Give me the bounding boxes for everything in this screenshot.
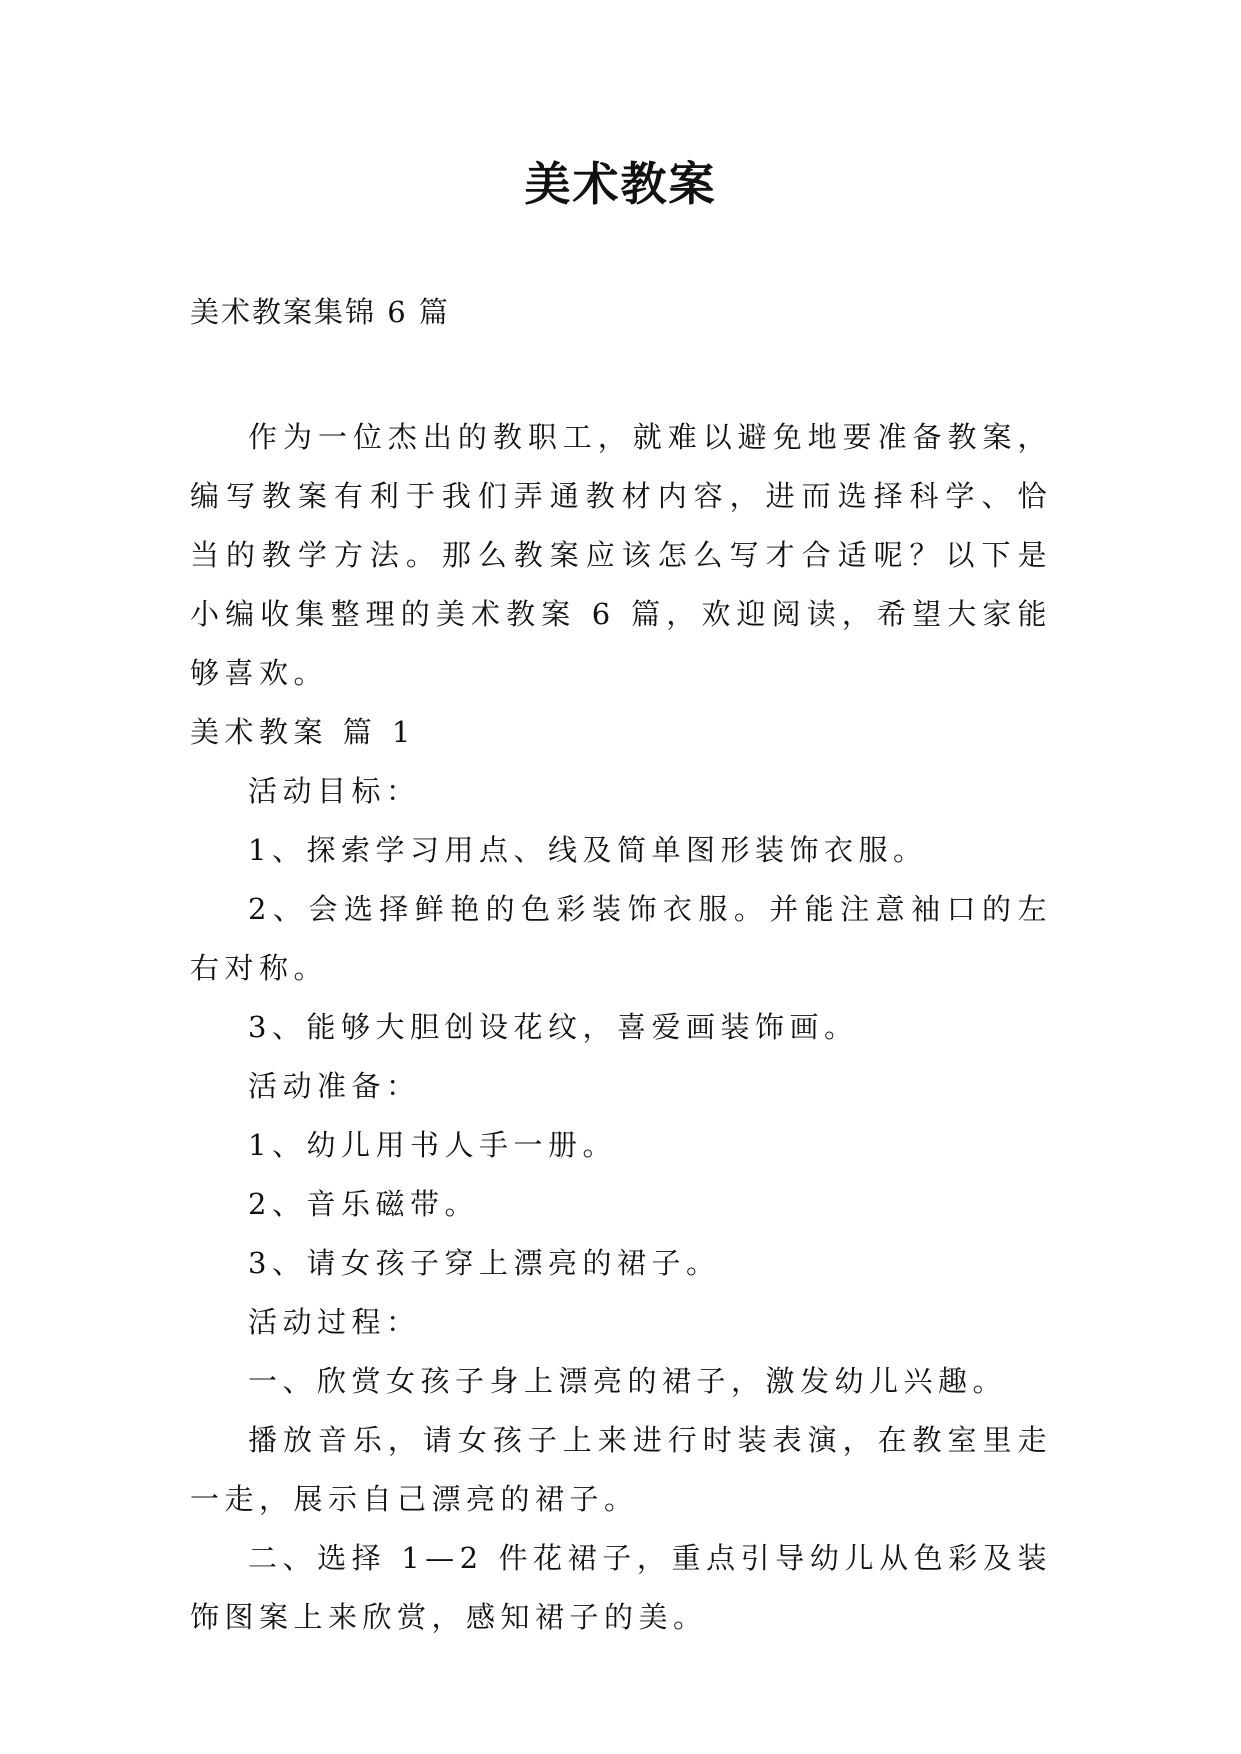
section-heading: 美术教案 篇 1 <box>190 715 416 749</box>
paragraph: 活动过程： <box>248 1305 421 1339</box>
paragraph: 活动准备： <box>248 1069 421 1103</box>
paragraph: 1、幼儿用书人手一册。 <box>248 1128 617 1162</box>
document-title: 美术教案 <box>524 157 717 211</box>
paragraph: 2、会选择鲜艳的色彩装饰衣服。并能注意袖口的左右对称。 <box>190 892 1052 985</box>
paragraph: 2、音乐磁带。 <box>248 1187 479 1221</box>
paragraph: 播放音乐，请女孩子上来进行时装表演，在教室里走一走，展示自己漂亮的裙子。 <box>190 1423 1052 1516</box>
paragraph: 活动目标： <box>248 774 421 808</box>
paragraph: 3、能够大胆创设花纹，喜爱画装饰画。 <box>248 1010 859 1044</box>
paragraph: 1、探索学习用点、线及简单图形装饰衣服。 <box>248 833 928 867</box>
document-body <box>190 408 1052 1647</box>
paragraph: 二、选择 1—2 件花裙子，重点引导幼儿从色彩及装饰图案上来欣赏，感知裙子的美。 <box>190 1541 1052 1634</box>
intro-paragraph: 作为一位杰出的教职工，就难以避免地要准备教案，编写教案有利于我们弄通教材内容，进而选择科学、恰当的教学方法。那么教案应该怎么写才合适呢？以下是小编收集整理的美术教案 6 篇，欢迎阅读，希望大家能够喜欢。 <box>190 420 1052 690</box>
document-subtitle: 美术教案集锦 6 篇 <box>190 295 450 329</box>
paragraph: 3、请女孩子穿上漂亮的裙子。 <box>248 1246 721 1280</box>
paragraph: 一、欣赏女孩子身上漂亮的裙子，激发幼儿兴趣。 <box>248 1364 1008 1398</box>
